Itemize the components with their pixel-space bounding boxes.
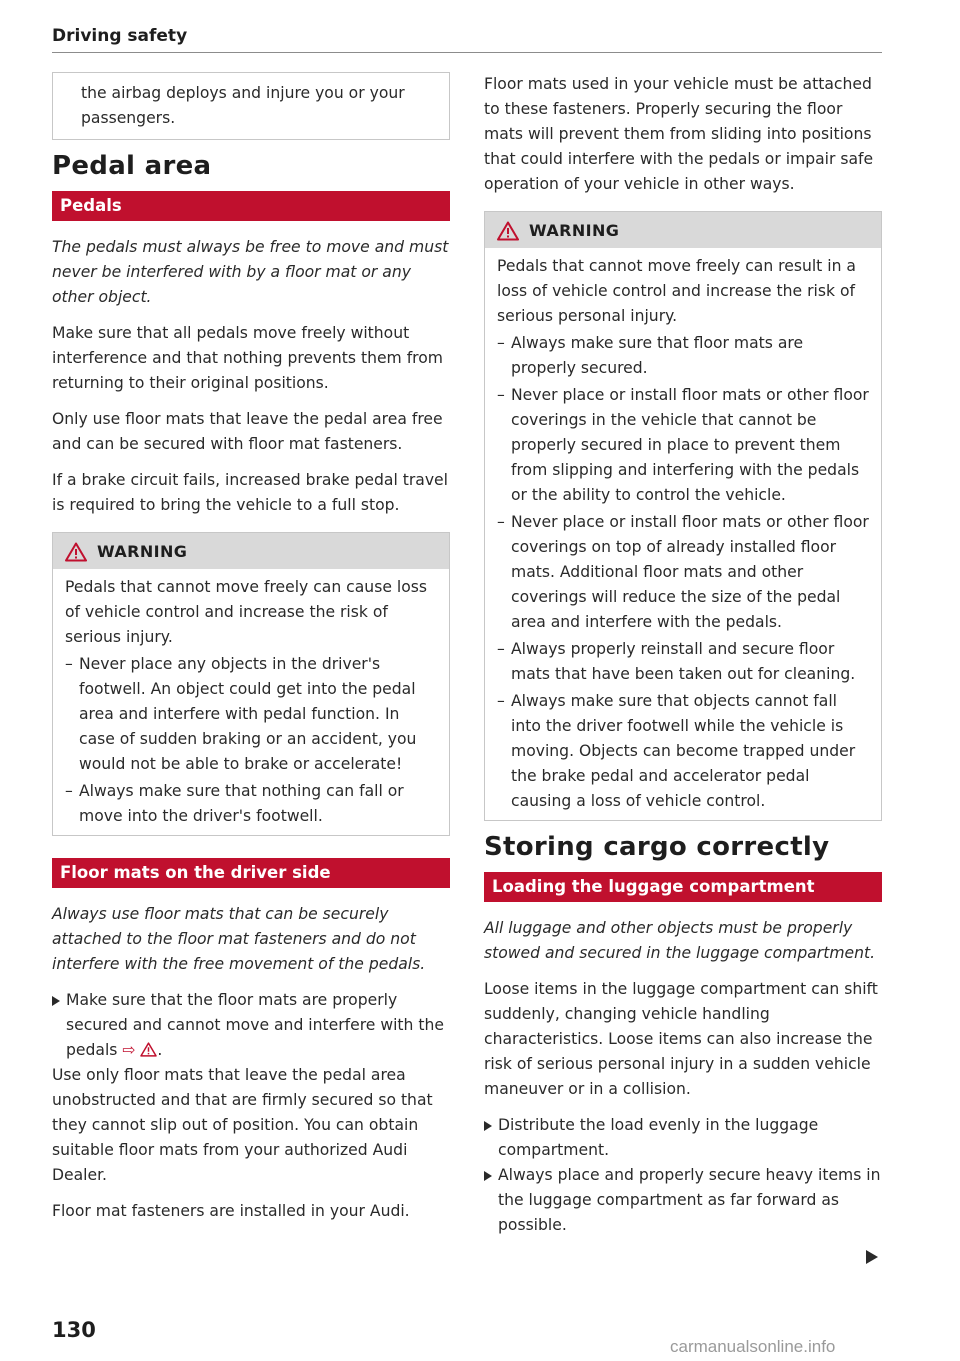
pedals-warning-header <box>53 533 449 569</box>
section-title: Driving safety <box>52 26 188 46</box>
step-bullet-icon <box>52 996 60 1006</box>
page-number: 130 <box>52 1318 96 1342</box>
luggage-step-2-text: Always place and properly secure heavy items in the luggage compartment as far forward as possible. <box>498 1166 881 1234</box>
cross-reference-arrow[interactable]: ⇨ <box>122 1041 136 1059</box>
header-divider <box>52 52 882 53</box>
pedals-warning-title: WARNING <box>97 542 188 561</box>
floor-mats-step: Make sure that the floor mats are properly secured and cannot move and interfere with the pedals ⇨ . <box>52 988 450 1063</box>
warning-triangle-icon <box>497 221 519 241</box>
floor-mats-warning-title: WARNING <box>529 221 620 240</box>
floor-mats-warning-text: Pedals that cannot move freely can result in a loss of vehicle control and increase the risk of serious personal injury. <box>497 257 856 325</box>
left-column <box>52 72 450 1235</box>
watermark: carmanualsonline.info <box>670 1337 836 1356</box>
luggage-step-1-text: Distribute the load evenly in the luggage compartment. <box>498 1116 819 1159</box>
list-item: – Never place or install floor mats or other floor coverings on top of already installed floor mats. Additional floor mats and other coverings will reduce the size of the pedal area and interfere with the pedals. <box>497 510 869 635</box>
list-item: – Always properly reinstall and secure floor mats that have been taken out for cleaning. <box>497 637 869 687</box>
floor-mats-warning-header <box>485 212 881 248</box>
luggage-step-2 <box>484 1163 882 1238</box>
pedals-warning-text: Pedals that cannot move freely can cause loss of vehicle control and increase the risk of serious injury. <box>65 578 427 646</box>
floor-mats-intro: Always use floor mats that can be securely attached to the floor mat fasteners and do not interfere with the free movement of the pedals. <box>52 905 426 973</box>
warning-triangle-icon[interactable] <box>140 1042 157 1057</box>
list-item: – Never place any objects in the driver's footwell. An object could get into the pedal area and interfere with pedal function. In case of sudden braking or an accident, you would not be able to brake or accelerate! <box>65 652 437 777</box>
floor-mats-paragraph-1: Use only floor mats that leave the pedal area unobstructed and that are firmly secured so that they cannot slip out of position. You can obtain suitable floor mats from your authorized Audi Dealer. <box>52 1066 433 1184</box>
pedals-intro: The pedals must always be free to move and must never be interfered with by a floor mat or any other object. <box>52 238 449 306</box>
list-item: – Always make sure that floor mats are properly secured. <box>497 331 869 381</box>
floor-mats-paragraph-2: Floor mat fasteners are installed in your Audi. <box>52 1202 410 1220</box>
pedals-warning-body <box>53 569 449 835</box>
step-bullet-icon <box>484 1171 492 1181</box>
list-item: – Never place or install floor mats or other floor coverings in the vehicle that cannot be properly secured in place to prevent them from slipping and interfering with the pedals or the ability to control the vehicle. <box>497 383 869 508</box>
continue-arrow-icon <box>866 1250 878 1264</box>
pedal-area-heading: Pedal area <box>52 151 212 181</box>
storing-cargo-heading: Storing cargo correctly <box>484 832 830 862</box>
continued-warning-box <box>52 72 450 140</box>
pedals-warning-box <box>52 532 450 836</box>
pedals-heading: Pedals <box>52 191 450 221</box>
luggage-paragraph: Loose items in the luggage compartment can shift suddenly, changing vehicle handling characteristics. Loose items can also increase the risk of serious personal injury in a sudden vehicle maneuver or in a collision. <box>484 980 878 1098</box>
luggage-intro: All luggage and other objects must be properly stowed and secured in the luggage compartment. <box>484 919 876 962</box>
continued-warning-text: the airbag deploys and injure you or your passengers. <box>81 84 405 127</box>
list-item: – Always make sure that nothing can fall or move into the driver's footwell. <box>65 779 437 829</box>
floor-mats-step-text: Make sure that the floor mats are properly secured and cannot move and interfere with the pedals <box>66 991 444 1059</box>
luggage-heading: Loading the luggage compartment <box>484 872 882 902</box>
floor-mats-warning-body <box>485 248 881 820</box>
right-column <box>484 72 882 1238</box>
pedals-warning-list <box>65 652 437 829</box>
floor-mats-heading: Floor mats on the driver side <box>52 858 450 888</box>
pedals-paragraph-1: Make sure that all pedals move freely without interference and that nothing prevents them from returning to their original positions. <box>52 324 443 392</box>
pedals-paragraph-3: If a brake circuit fails, increased brake pedal travel is required to bring the vehicle to a full stop. <box>52 471 448 514</box>
floor-mats-warning-box <box>484 211 882 821</box>
step-bullet-icon <box>484 1121 492 1131</box>
luggage-step-1 <box>484 1113 882 1163</box>
floor-mats-warning-list <box>497 331 869 814</box>
fasteners-paragraph: Floor mats used in your vehicle must be attached to these fasteners. Properly securing the floor mats will prevent them from sliding into positions that could interfere with the pedals or impair safe operation of your vehicle in other ways. <box>484 75 874 193</box>
warning-triangle-icon <box>65 542 87 562</box>
pedals-paragraph-2: Only use floor mats that leave the pedal area free and can be secured with floor mat fasteners. <box>52 410 443 453</box>
list-item: – Always make sure that objects cannot fall into the driver footwell while the vehicle is moving. Objects can become trapped under the brake pedal and accelerator pedal causing a loss of vehicle control. <box>497 689 869 814</box>
